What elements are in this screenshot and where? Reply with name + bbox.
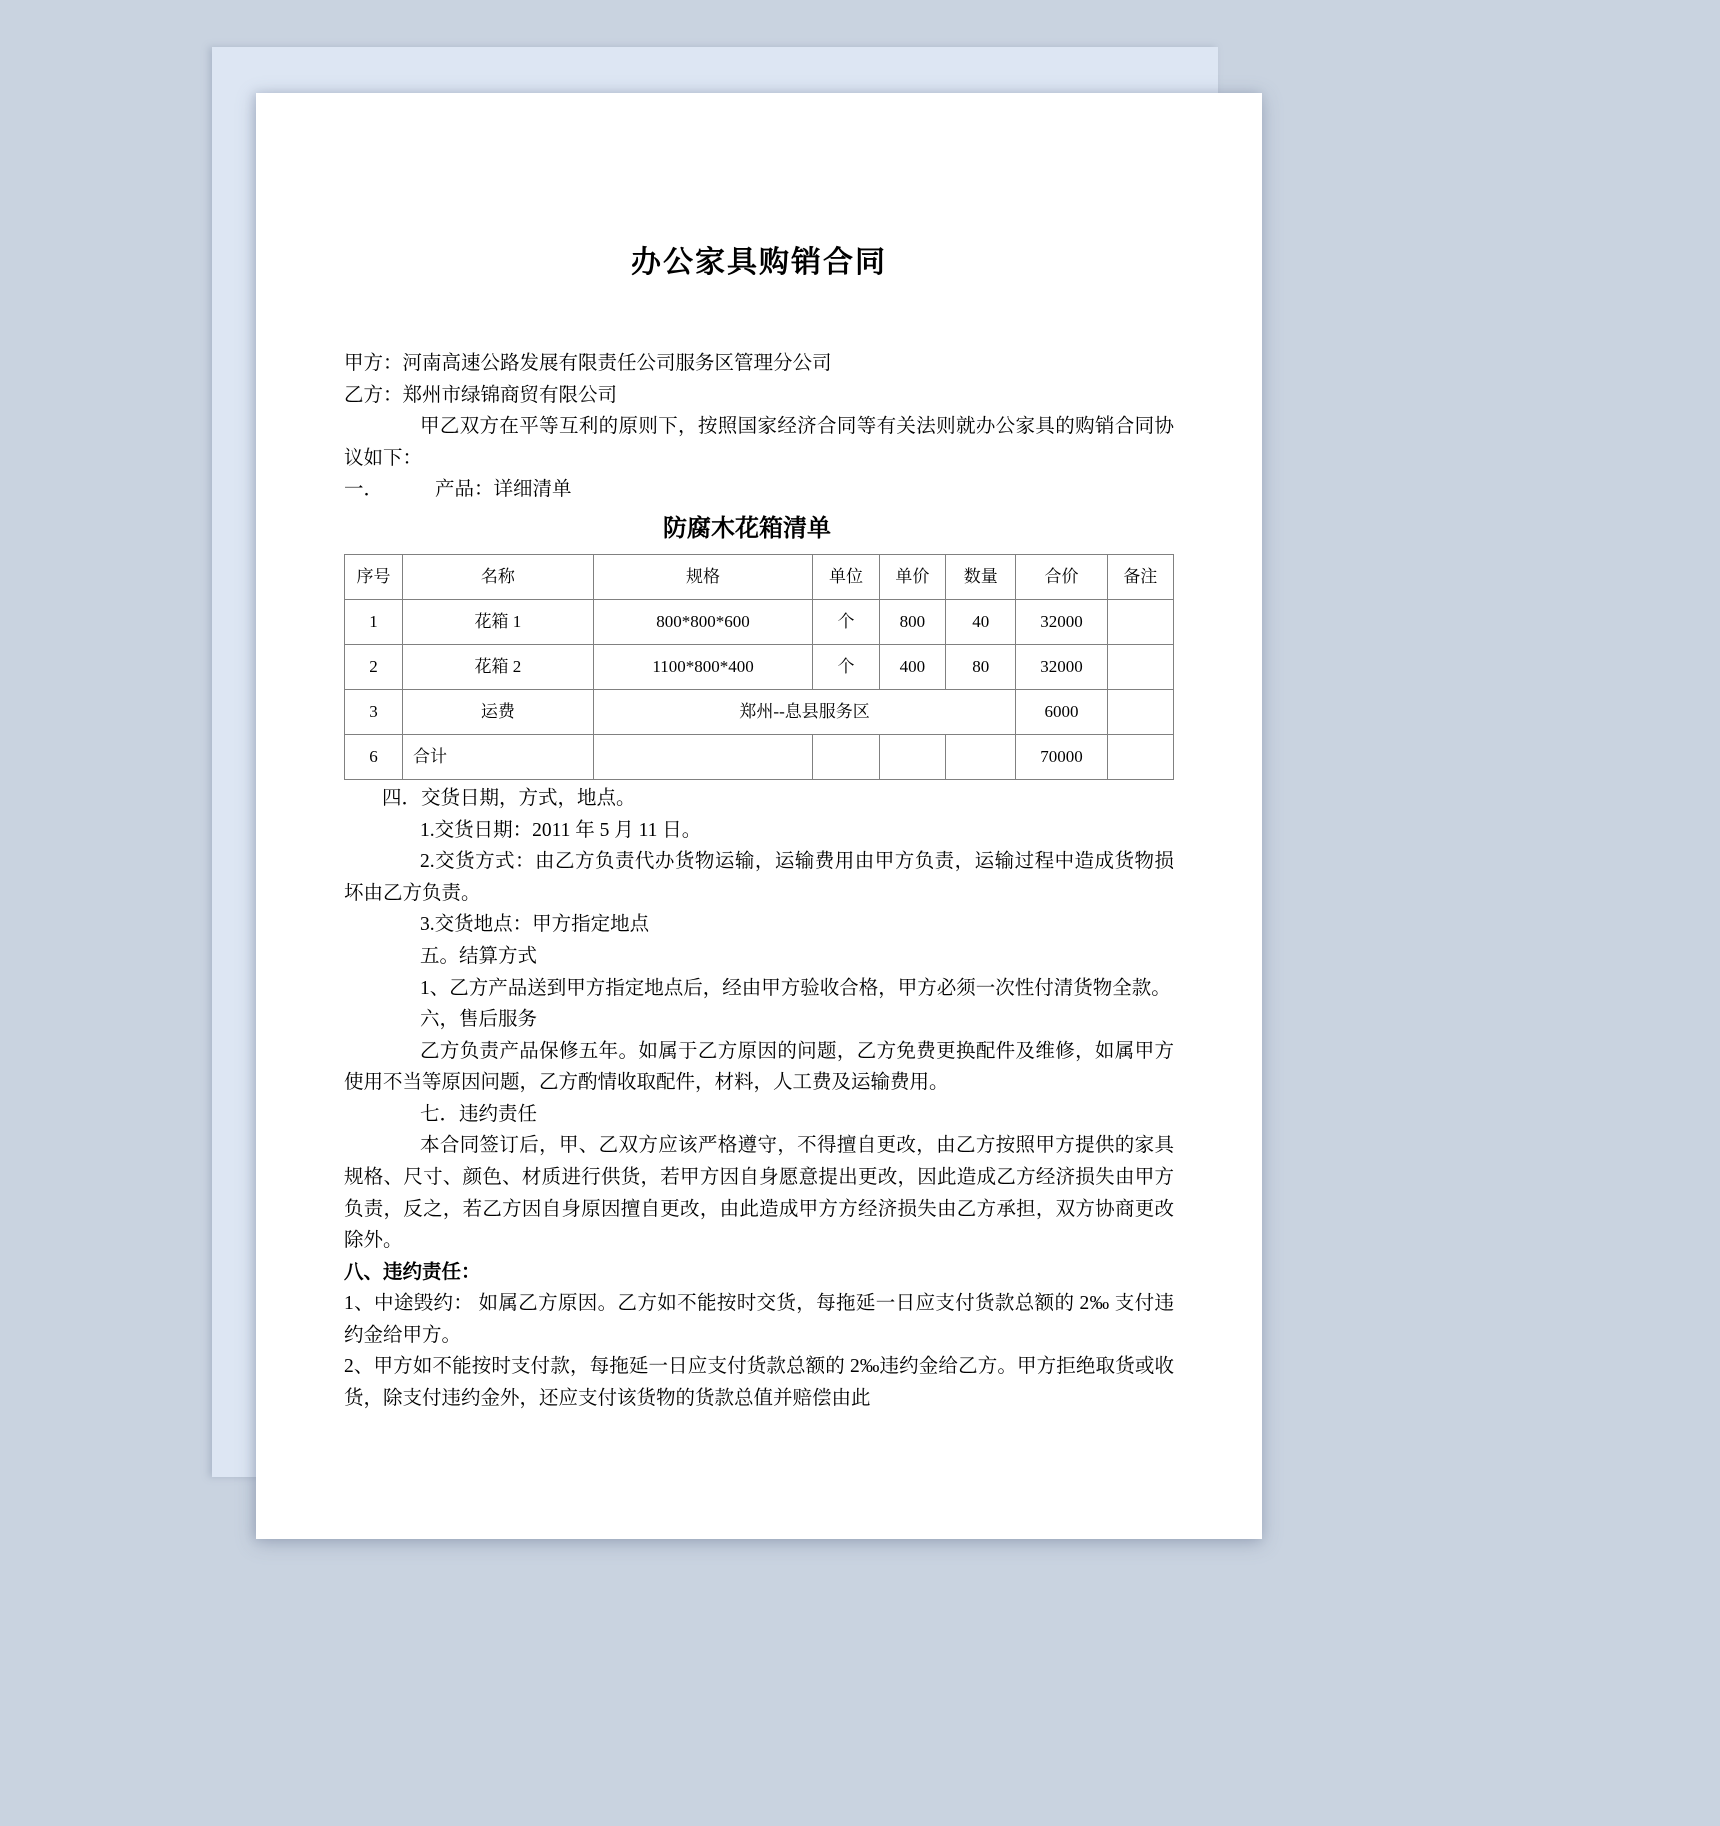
cell-name: 花箱 1 <box>403 600 594 645</box>
cell-qty: 80 <box>946 645 1016 690</box>
cell-unit <box>813 735 879 780</box>
cell-unit: 个 <box>813 645 879 690</box>
section-eight-item-1: 1、中途毁约： 如属乙方原因。乙方如不能按时交货，每拖延一日应支付货款总额的 2‰ 支付违约金给甲方。 <box>344 1293 1174 1346</box>
cell-total: 6000 <box>1016 690 1107 735</box>
flower-box-listing-table <box>344 554 1174 780</box>
cell-total: 70000 <box>1016 735 1107 780</box>
cell-total: 32000 <box>1016 600 1107 645</box>
cell-price: 400 <box>879 645 945 690</box>
header-cell-remark: 备注 <box>1107 555 1173 600</box>
party-a-line: 甲方：河南高速公路发展有限责任公司服务区管理分公司 <box>344 353 832 374</box>
cell-price <box>879 735 945 780</box>
party-b-line: 乙方：郑州市绿锦商贸有限公司 <box>344 384 618 406</box>
header-cell-name: 名称 <box>403 555 594 600</box>
cell-no: 1 <box>345 600 403 645</box>
cell-spec: 800*800*600 <box>593 600 813 645</box>
section-six-body: 乙方负责产品保修五年。如属于乙方原因的问题，乙方免费更换配件及维修，如属甲方使用不当等原因问题，乙方酌情收取配件，材料，人工费及运输费用。 <box>344 1040 1174 1094</box>
cell-unit: 个 <box>813 600 879 645</box>
header-cell-no: 序号 <box>345 555 403 600</box>
contract-document <box>256 93 1262 1539</box>
cell-remark <box>1107 645 1173 690</box>
header-cell-total: 合价 <box>1016 555 1107 600</box>
cell-remark <box>1107 690 1173 735</box>
section-five-heading: 五。结算方式 <box>420 945 538 967</box>
front-sheet <box>256 93 1262 1539</box>
header-cell-spec: 规格 <box>593 555 813 600</box>
preamble-paragraph: 甲乙双方在平等互利的原则下，按照国家经济合同等有关法则就办公家具的购销合同协议如下： <box>344 416 1174 469</box>
cell-spec <box>593 735 813 780</box>
table-row <box>345 690 1174 735</box>
cell-name: 合计 <box>403 735 594 780</box>
cell-qty <box>946 735 1016 780</box>
section-four-item-1: 1.交货日期：2011 年 5 月 11 日。 <box>420 819 702 841</box>
cell-name: 花箱 2 <box>403 645 594 690</box>
cell-remark <box>1107 600 1173 645</box>
cell-name: 运费 <box>403 690 594 735</box>
table-title: 防腐木花箱清单 <box>663 515 831 542</box>
section-eight-item-2: 2、甲方如不能按时支付款，每拖延一日应支付货款总额的 2‰违约金给乙方。甲方拒绝取货或收货，除支付违约金外，还应支付该货物的货款总值并赔偿由此 <box>344 1356 1174 1410</box>
table-row <box>345 600 1174 645</box>
cell-spec-merged: 郑州--息县服务区 <box>593 690 1016 735</box>
cell-no: 3 <box>345 690 403 735</box>
section-one-number: 一． <box>344 479 384 501</box>
section-five-item-1: 1、乙方产品送到甲方指定地点后，经由甲方验收合格，甲方必须一次性付清货物全款。 <box>420 977 1171 999</box>
cell-qty: 40 <box>946 600 1016 645</box>
cell-price: 800 <box>879 600 945 645</box>
section-four-heading: 四．交货日期，方式，地点。 <box>382 788 636 810</box>
header-cell-unit: 单位 <box>813 555 879 600</box>
cell-remark <box>1107 735 1173 780</box>
cell-total: 32000 <box>1016 645 1107 690</box>
cell-no: 2 <box>345 645 403 690</box>
section-eight-heading: 八、违约责任： <box>344 1261 481 1283</box>
header-cell-qty: 数量 <box>946 555 1016 600</box>
table-row <box>345 645 1174 690</box>
section-seven-heading: 七．违约责任 <box>420 1103 538 1125</box>
cell-no: 6 <box>345 735 403 780</box>
cell-spec: 1100*800*400 <box>593 645 813 690</box>
table-header-row <box>345 555 1174 600</box>
section-four-item-2: 2.交货方式：由乙方负责代办货物运输，运输费用由甲方负责，运输过程中造成货物损坏由乙方负责。 <box>344 851 1174 904</box>
section-seven-body: 本合同签订后，甲、乙双方应该严格遵守，不得擅自更改，由乙方按照甲方提供的家具规格、尺寸、颜色、材质进行供货，若甲方因自身愿意提出更改，因此造成乙方经济损失由甲方负责，反之，若乙方因自身原因擅自更改，由此造成甲方方经济损失由乙方承担，双方协商更改除外。 <box>344 1135 1174 1252</box>
section-four-item-3: 3.交货地点：甲方指定地点 <box>420 914 650 936</box>
page-title: 办公家具购销合同 <box>631 246 887 279</box>
header-cell-price: 单价 <box>879 555 945 600</box>
table-row-total <box>345 735 1174 780</box>
section-one-line <box>344 474 1174 506</box>
section-one-text: 产品：详细清单 <box>435 479 572 501</box>
section-six-heading: 六，售后服务 <box>420 1009 538 1031</box>
